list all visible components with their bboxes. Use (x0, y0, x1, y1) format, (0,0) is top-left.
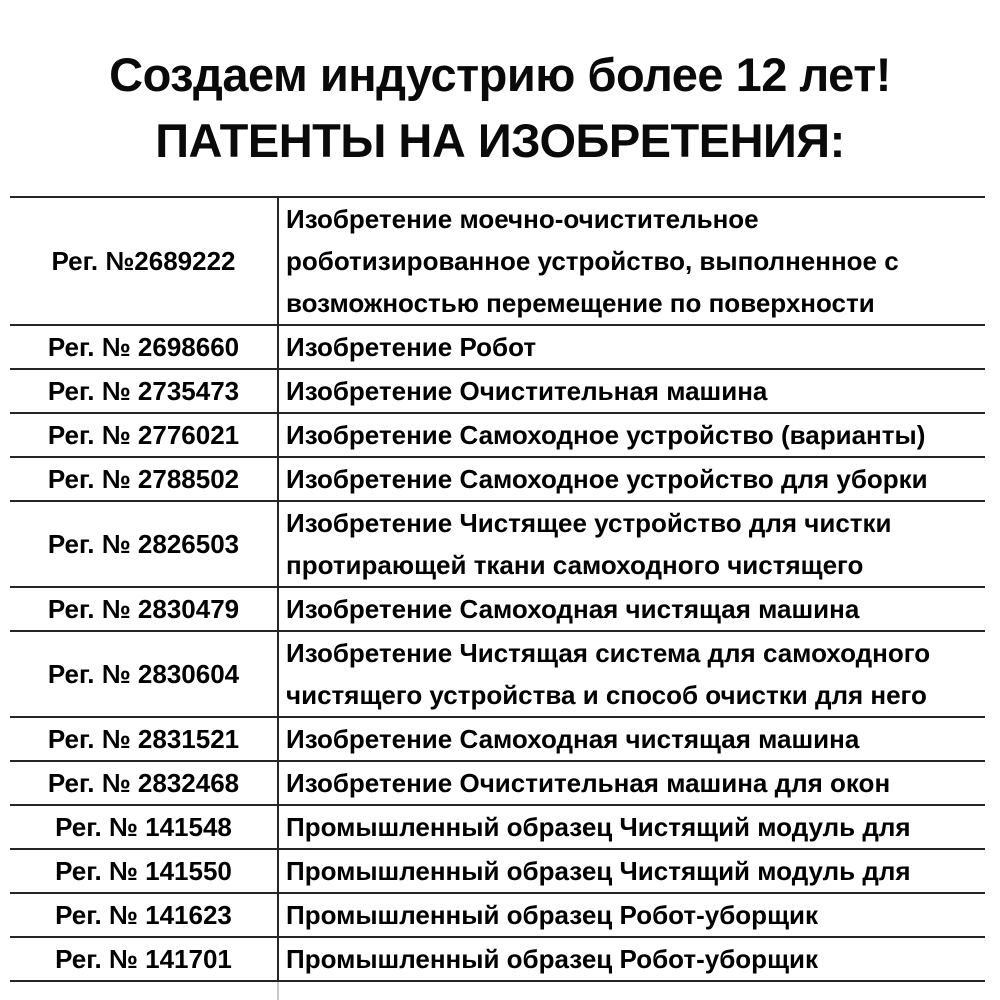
description-line: Изобретение Очистительная машина для окон (286, 768, 891, 798)
title-line-2: ПАТЕНТЫ НА ИЗОБРЕТЕНИЯ: (155, 114, 845, 167)
title-line-1: Создаем индустрию более 12 лет! (109, 48, 891, 101)
description-line: возможностью перемещение по поверхности (286, 288, 875, 318)
reg-number-cell: Рег. № 2698660 (10, 326, 279, 368)
table-row (10, 588, 985, 632)
table-row (10, 198, 985, 326)
page (0, 42, 1000, 1000)
description-line: Промышленный образец Чистящий модуль для (286, 856, 911, 886)
description-cell (279, 894, 985, 936)
reg-number-cell (10, 982, 279, 1000)
reg-number-cell: Рег. №2689222 (10, 198, 279, 324)
description-line: Промышленный образец Робот-уборщик (286, 900, 818, 930)
reg-number-cell: Рег. № 2788502 (10, 458, 279, 500)
description-line: Изобретение Самоходная чистящая машина (286, 594, 860, 624)
reg-number-cell: Рег. № 2830604 (10, 632, 279, 716)
table-row (10, 370, 985, 414)
table-row (10, 806, 985, 850)
description-line: роботизированное устройство, выполненное с (286, 246, 899, 276)
description-cell (279, 370, 985, 412)
reg-number-cell: Рег. № 2776021 (10, 414, 279, 456)
description-line: Изобретение Самоходное устройство (варианты) (286, 420, 926, 450)
reg-number-cell: Рег. № 2831521 (10, 718, 279, 760)
description-line: Изобретение Самоходное устройство для уборки (286, 464, 928, 494)
reg-number-cell: Рег. № 2830479 (10, 588, 279, 630)
reg-number-cell: Рег. № 141548 (10, 806, 279, 848)
description-cell (279, 850, 985, 892)
reg-number-cell: Рег. № 2826503 (10, 502, 279, 586)
reg-number-cell: Рег. № 2832468 (10, 762, 279, 804)
reg-number-cell: Рег. № 141550 (10, 850, 279, 892)
description-cell (279, 414, 985, 456)
description-line: Изобретение Очистительная машина (286, 376, 768, 406)
description-line: Изобретение моечно-очистительное (286, 204, 759, 234)
description-cell (279, 982, 985, 1000)
table-row (10, 458, 985, 502)
table-row (10, 762, 985, 806)
patents-table (10, 196, 985, 1000)
page-title (0, 42, 1000, 174)
description-line: чистящего устройства и способ очистки для него (286, 680, 927, 710)
description-line: Изобретение Самоходная чистящая машина (286, 724, 860, 754)
description-cell (279, 632, 985, 716)
reg-number-cell: Рег. № 141701 (10, 938, 279, 980)
description-line: Изобретение Робот (286, 332, 537, 362)
description-cell (279, 718, 985, 760)
table-row (10, 850, 985, 894)
description-cell (279, 502, 985, 586)
table-row (10, 502, 985, 588)
table-row (10, 414, 985, 458)
description-cell (279, 326, 985, 368)
description-cell (279, 806, 985, 848)
table-row (10, 632, 985, 718)
reg-number-cell: Рег. № 2735473 (10, 370, 279, 412)
description-cell (279, 588, 985, 630)
description-line: Изобретение Чистящая система для самоходного (286, 638, 931, 668)
description-line: Промышленный образец Робот-уборщик (286, 944, 818, 974)
description-cell (279, 762, 985, 804)
table-row (10, 938, 985, 982)
table-row (10, 718, 985, 762)
description-line: Изобретение Чистящее устройство для чистки (286, 508, 892, 538)
description-line: Промышленный образец Чистящий модуль для (286, 812, 911, 842)
description-cell (279, 938, 985, 980)
description-cell (279, 198, 985, 324)
table-row-partial (10, 982, 985, 1000)
description-cell (279, 458, 985, 500)
table-row (10, 326, 985, 370)
table-row (10, 894, 985, 938)
reg-number-cell: Рег. № 141623 (10, 894, 279, 936)
description-line: протирающей ткани самоходного чистящего (286, 550, 864, 580)
